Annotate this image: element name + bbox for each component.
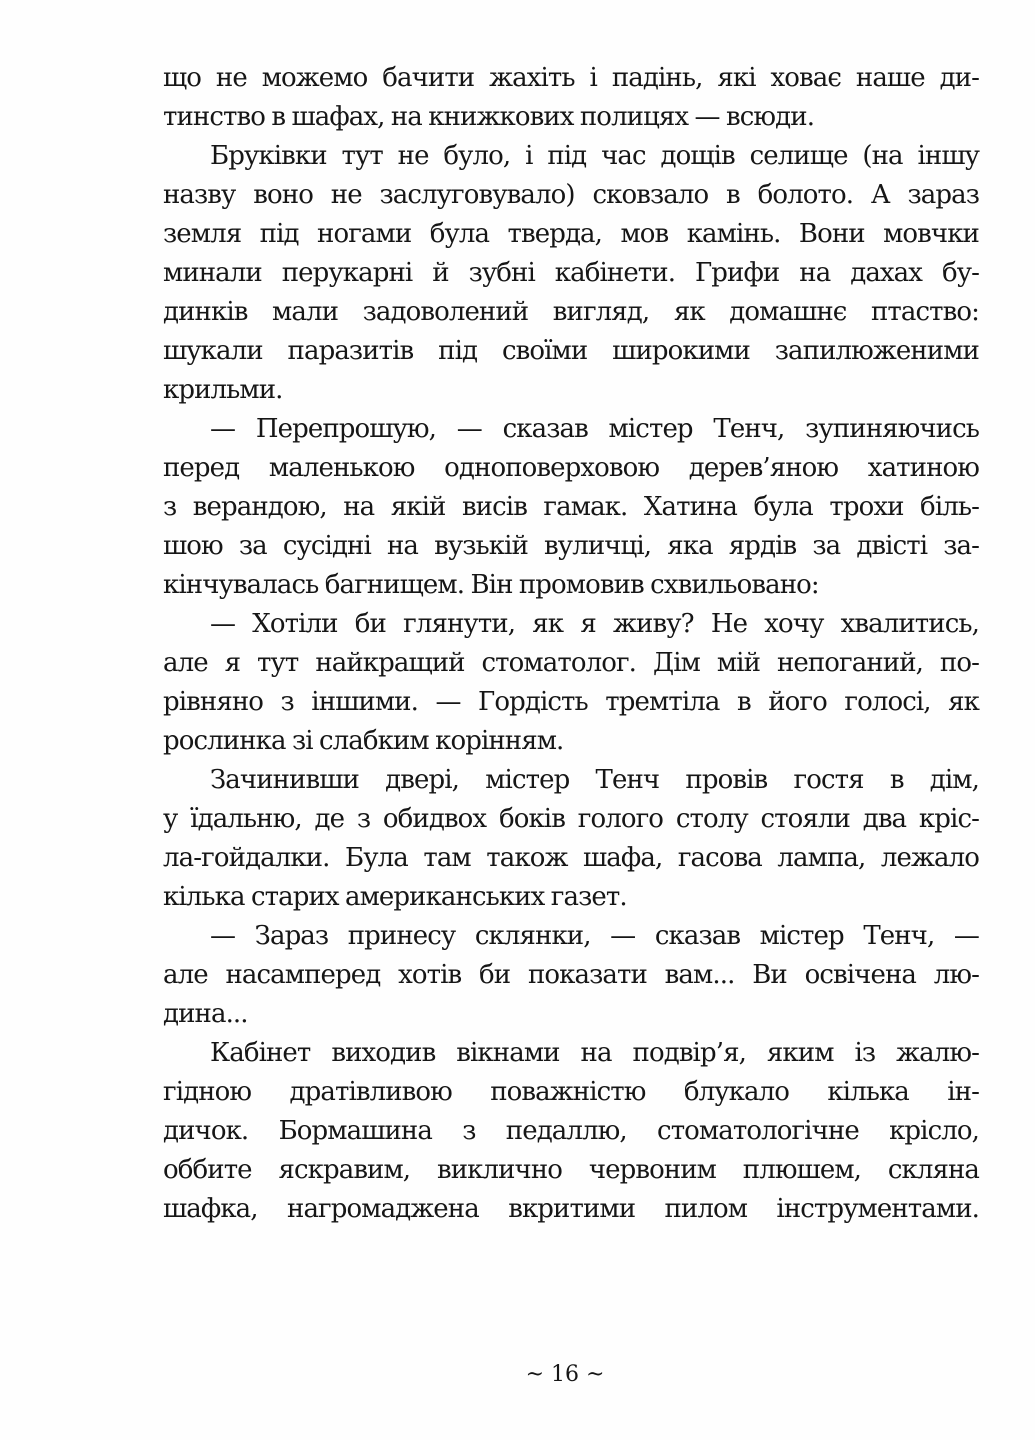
text-line: гідною дратівливою поважністю блукало кілька ін- xyxy=(163,1077,979,1107)
text-line: але я тут найкращий стоматолог. Дім мій непоганий, по- xyxy=(163,648,979,678)
paragraph-first-line: Зачинивши двері, містер Тенч провів гостя в дім, xyxy=(210,765,979,795)
paragraph-first-line: — Хотіли би глянути, як я живу? Не хочу хвалитись, xyxy=(210,609,979,639)
text-line: крильми. xyxy=(163,375,283,405)
text-line: рівняно з іншими. — Гордість тремтіла в його голосі, як xyxy=(163,687,979,717)
text-line: оббите яскравим, виклично червоним плюшем, скляна xyxy=(163,1155,979,1185)
text-line: що не можемо бачити жахіть і падінь, які ховає наше ди- xyxy=(163,63,979,93)
text-line: земля під ногами була тверда, мов камінь. Вони мовчки xyxy=(163,219,979,249)
text-line: ла-гойдалки. Була там також шафа, гасова лампа, лежало xyxy=(163,843,979,873)
text-line: кінчувалась багнищем. Він промовив схвильовано: xyxy=(163,570,819,600)
text-line: шукали паразитів під своїми широкими запилюженими xyxy=(163,336,979,366)
text-line: тинство в шафах, на книжкових полицях — всюди. xyxy=(163,102,815,132)
text-line: динків мали задоволений вигляд, як домашнє птаство: xyxy=(163,297,979,327)
text-line: дина... xyxy=(163,999,248,1029)
paragraph-first-line: — Зараз принесу склянки, — сказав містер Тенч, — xyxy=(210,921,979,951)
text-line: шафка, нагромаджена вкритими пилом інструментами. xyxy=(163,1194,979,1224)
text-line: але насамперед хотів би показати вам... Ви освічена лю- xyxy=(163,960,979,990)
text-line: шою за сусідні на вузькій вуличці, яка ярдів за двісті за- xyxy=(163,531,979,561)
text-line: з верандою, на якій висів гамак. Хатина була трохи біль- xyxy=(163,492,979,522)
text-line: дичок. Бормашина з педаллю, стоматологічне крісло, xyxy=(163,1116,979,1146)
text-line: у їдальню, де з обидвох боків голого столу стояли два кріс- xyxy=(163,804,979,834)
text-line: минали перукарні й зубні кабінети. Грифи на дахах бу- xyxy=(163,258,979,288)
page-number: ~ 16 ~ xyxy=(525,1362,605,1387)
paragraph-first-line: Кабінет виходив вікнами на подвір’я, яким із жалю- xyxy=(210,1038,979,1068)
text-line: назву воно не заслуговувало) сковзало в болото. А зараз xyxy=(163,180,979,210)
paragraph-first-line: — Перепрошую, — сказав містер Тенч, зупиняючись xyxy=(210,414,979,444)
paragraph-first-line: Бруківки тут не було, і під час дощів селище (на іншу xyxy=(210,141,979,171)
text-line: кілька старих американських газет. xyxy=(163,882,627,912)
body-text xyxy=(163,59,979,1229)
text-line: рослинка зі слабким корінням. xyxy=(163,726,564,756)
text-line: перед маленькою одноповерховою дерев’яною хатиною xyxy=(163,453,979,483)
